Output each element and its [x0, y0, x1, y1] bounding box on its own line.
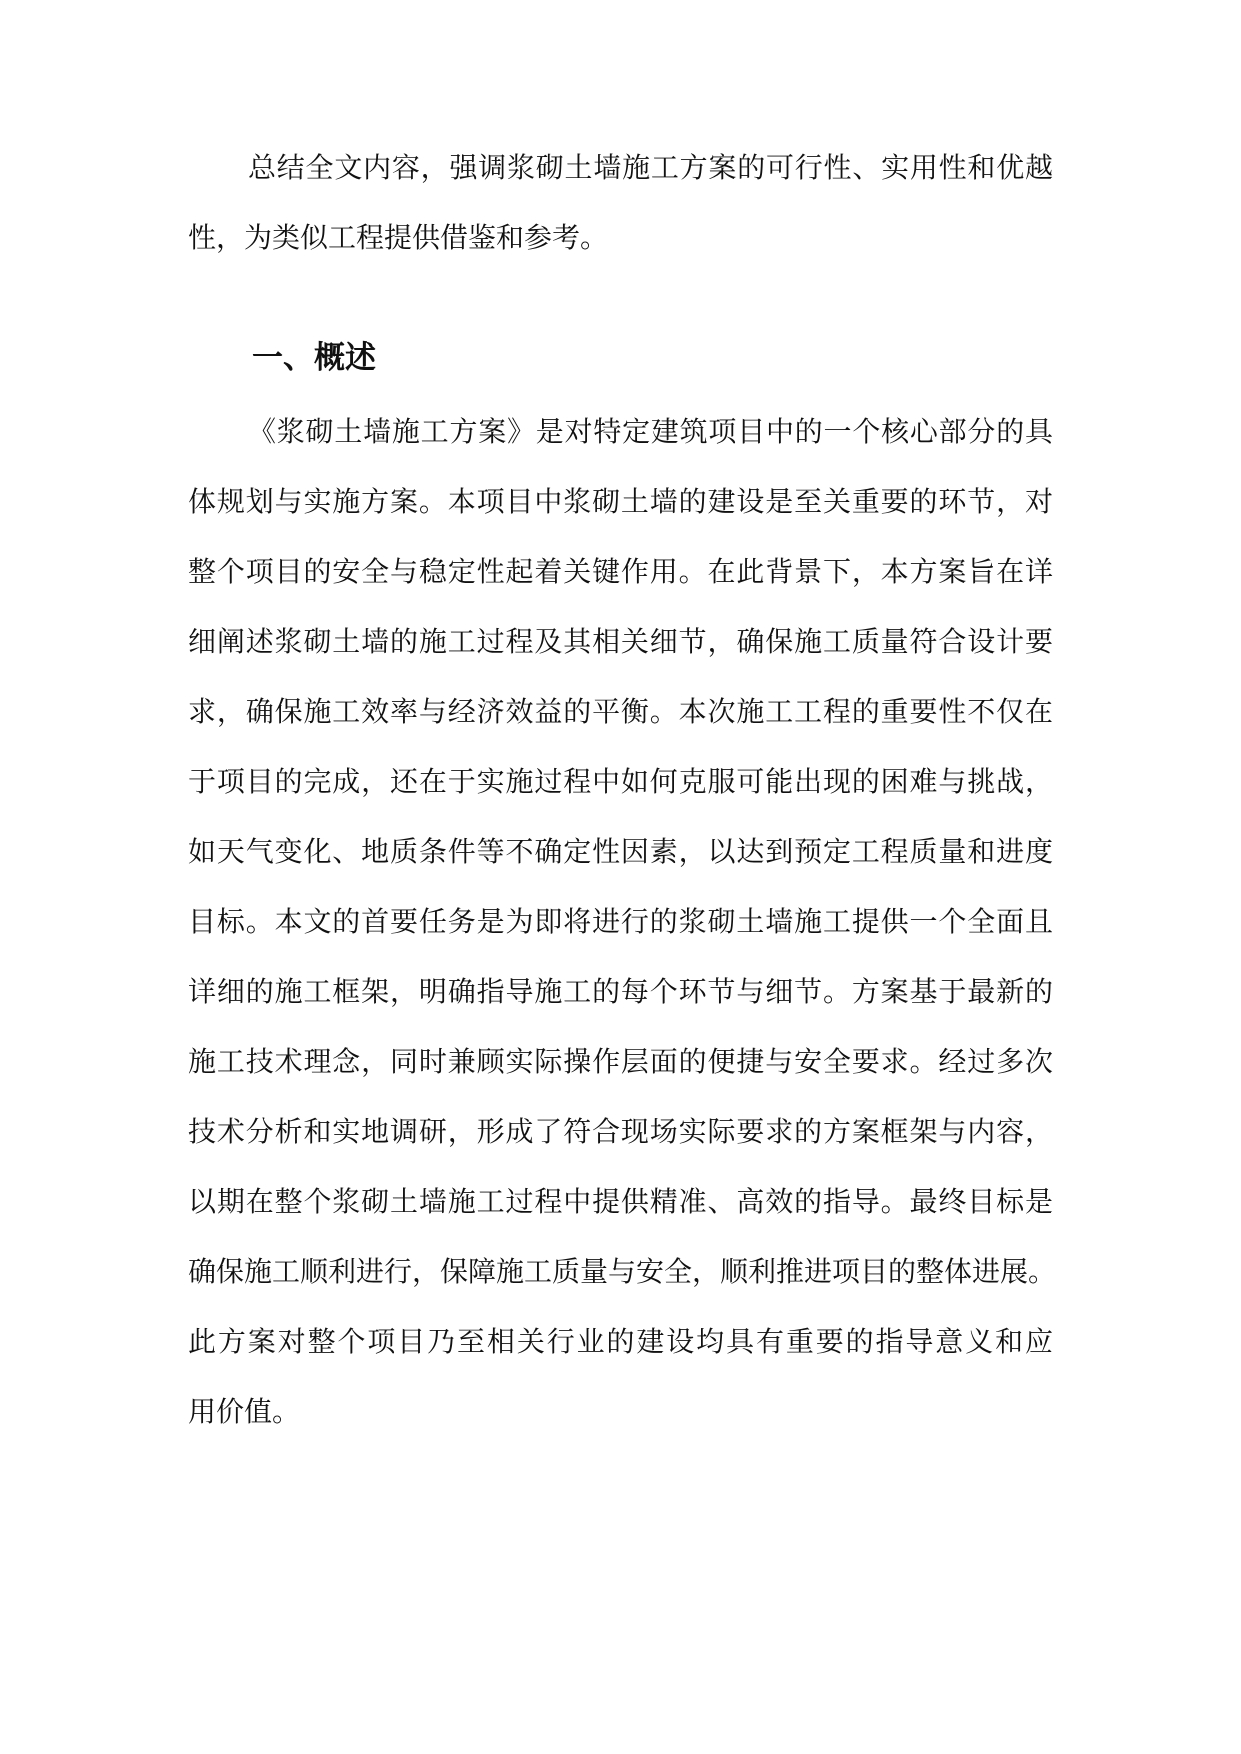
body-line-9: 详细的施工框架，明确指导施工的每个环节与细节。方案基于最新的: [188, 975, 1053, 1008]
body-line-8: 目标。本文的首要任务是为即将进行的浆砌土墙施工提供一个全面且: [188, 905, 1053, 938]
body-line-1: 《浆砌土墙施工方案》是对特定建筑项目中的一个核心部分的具: [248, 415, 1053, 448]
body-line-6: 于项目的完成，还在于实施过程中如何克服可能出现的困难与挑战，: [188, 765, 1053, 798]
summary-line-1: 总结全文内容，强调浆砌土墙施工方案的可行性、实用性和优越: [248, 151, 1053, 184]
body-line-14: 此方案对整个项目乃至相关行业的建设均具有重要的指导意义和应: [188, 1325, 1053, 1358]
body-line-5: 求，确保施工效率与经济效益的平衡。本次施工工程的重要性不仅在: [188, 695, 1053, 728]
body-line-15: 用价值。: [188, 1395, 301, 1428]
body-line-4: 细阐述浆砌土墙的施工过程及其相关细节，确保施工质量符合设计要: [188, 625, 1053, 658]
body-line-7: 如天气变化、地质条件等不确定性因素，以达到预定工程质量和进度: [188, 835, 1053, 868]
body-line-2: 体规划与实施方案。本项目中浆砌土墙的建设是至关重要的环节，对: [188, 485, 1053, 518]
body-line-13: 确保施工顺利进行，保障施工质量与安全，顺利推进项目的整体进展。: [188, 1255, 1057, 1288]
summary-line-2: 性，为类似工程提供借鉴和参考。: [188, 221, 609, 254]
body-line-3: 整个项目的安全与稳定性起着关键作用。在此背景下，本方案旨在详: [188, 555, 1053, 588]
body-line-11: 技术分析和实地调研，形成了符合现场实际要求的方案框架与内容，: [188, 1115, 1053, 1148]
body-line-10: 施工技术理念，同时兼顾实际操作层面的便捷与安全要求。经过多次: [188, 1045, 1053, 1078]
section-heading: 一、概述: [252, 340, 376, 376]
body-line-12: 以期在整个浆砌土墙施工过程中提供精准、高效的指导。最终目标是: [188, 1185, 1053, 1218]
